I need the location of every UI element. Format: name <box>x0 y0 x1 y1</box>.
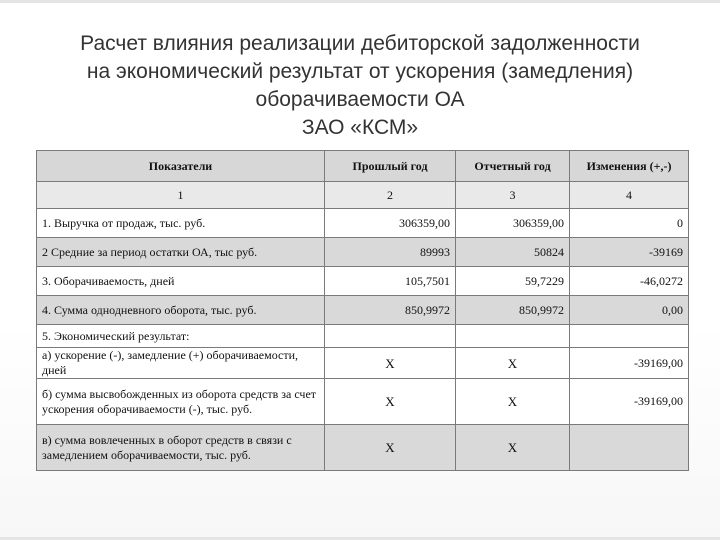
reporting-year-value: 306359,00 <box>456 209 570 238</box>
previous-year-value <box>325 325 456 348</box>
table-row <box>37 325 689 348</box>
reporting-year-value: Х <box>456 379 570 425</box>
change-value: -39169,00 <box>570 379 689 425</box>
header-previous-year: Прошлый год <box>325 151 456 182</box>
reporting-year-value: Х <box>456 425 570 471</box>
title-line-2: на экономический результат от ускорения (замедления) <box>86 60 634 83</box>
slide-title <box>20 30 700 142</box>
header-row <box>37 151 689 182</box>
header-indicators: Показатели <box>37 151 325 182</box>
column-number: 1 <box>37 182 325 209</box>
receivables-impact-table <box>36 150 689 471</box>
column-number: 4 <box>570 182 689 209</box>
change-value <box>570 325 689 348</box>
row-label: а) ускорение (-), замедление (+) оборачиваемости, дней <box>37 348 325 379</box>
row-label: 2 Средние за период остатки ОА, тыс руб. <box>37 238 325 267</box>
table-row <box>37 209 689 238</box>
reporting-year-value <box>456 325 570 348</box>
table-row <box>37 267 689 296</box>
table-row <box>37 379 689 425</box>
reporting-year-value: 850,9972 <box>456 296 570 325</box>
row-label: 5. Экономический результат: <box>37 325 325 348</box>
row-label: 1. Выручка от продаж, тыс. руб. <box>37 209 325 238</box>
previous-year-value: 306359,00 <box>325 209 456 238</box>
change-value: -39169,00 <box>570 348 689 379</box>
change-value: -39169 <box>570 238 689 267</box>
title-line-4: ЗАО «КСМ» <box>301 116 419 139</box>
change-value <box>570 425 689 471</box>
change-value: 0 <box>570 209 689 238</box>
title-line-3: оборачиваемости ОА <box>255 88 465 111</box>
row-label: 4. Сумма однодневного оборота, тыс. руб. <box>37 296 325 325</box>
row-label: б) сумма высвобожденных из оборота средств за счет ускорения оборачиваемости (-), тыс. руб. <box>37 379 325 425</box>
previous-year-value: 105,7501 <box>325 267 456 296</box>
column-number: 3 <box>456 182 570 209</box>
previous-year-value: Х <box>325 379 456 425</box>
table-row <box>37 425 689 471</box>
change-value: 0,00 <box>570 296 689 325</box>
previous-year-value: Х <box>325 425 456 471</box>
previous-year-value: 89993 <box>325 238 456 267</box>
table-row <box>37 348 689 379</box>
change-value: -46,0272 <box>570 267 689 296</box>
column-number-row <box>37 182 689 209</box>
previous-year-value: Х <box>325 348 456 379</box>
reporting-year-value: 50824 <box>456 238 570 267</box>
title-line-1: Расчет влияния реализации дебиторской задолженности <box>80 32 640 55</box>
row-label: 3. Оборачиваемость, дней <box>37 267 325 296</box>
reporting-year-value: 59,7229 <box>456 267 570 296</box>
header-change: Изменения (+,-) <box>570 151 689 182</box>
slide-top-border <box>0 0 720 3</box>
row-label: в) сумма вовлеченных в оборот средств в связи с замедлением оборачиваемости, тыс. руб. <box>37 425 325 471</box>
previous-year-value: 850,9972 <box>325 296 456 325</box>
header-reporting-year: Отчетный год <box>456 151 570 182</box>
column-number: 2 <box>325 182 456 209</box>
table-row <box>37 296 689 325</box>
reporting-year-value: Х <box>456 348 570 379</box>
table-row <box>37 238 689 267</box>
